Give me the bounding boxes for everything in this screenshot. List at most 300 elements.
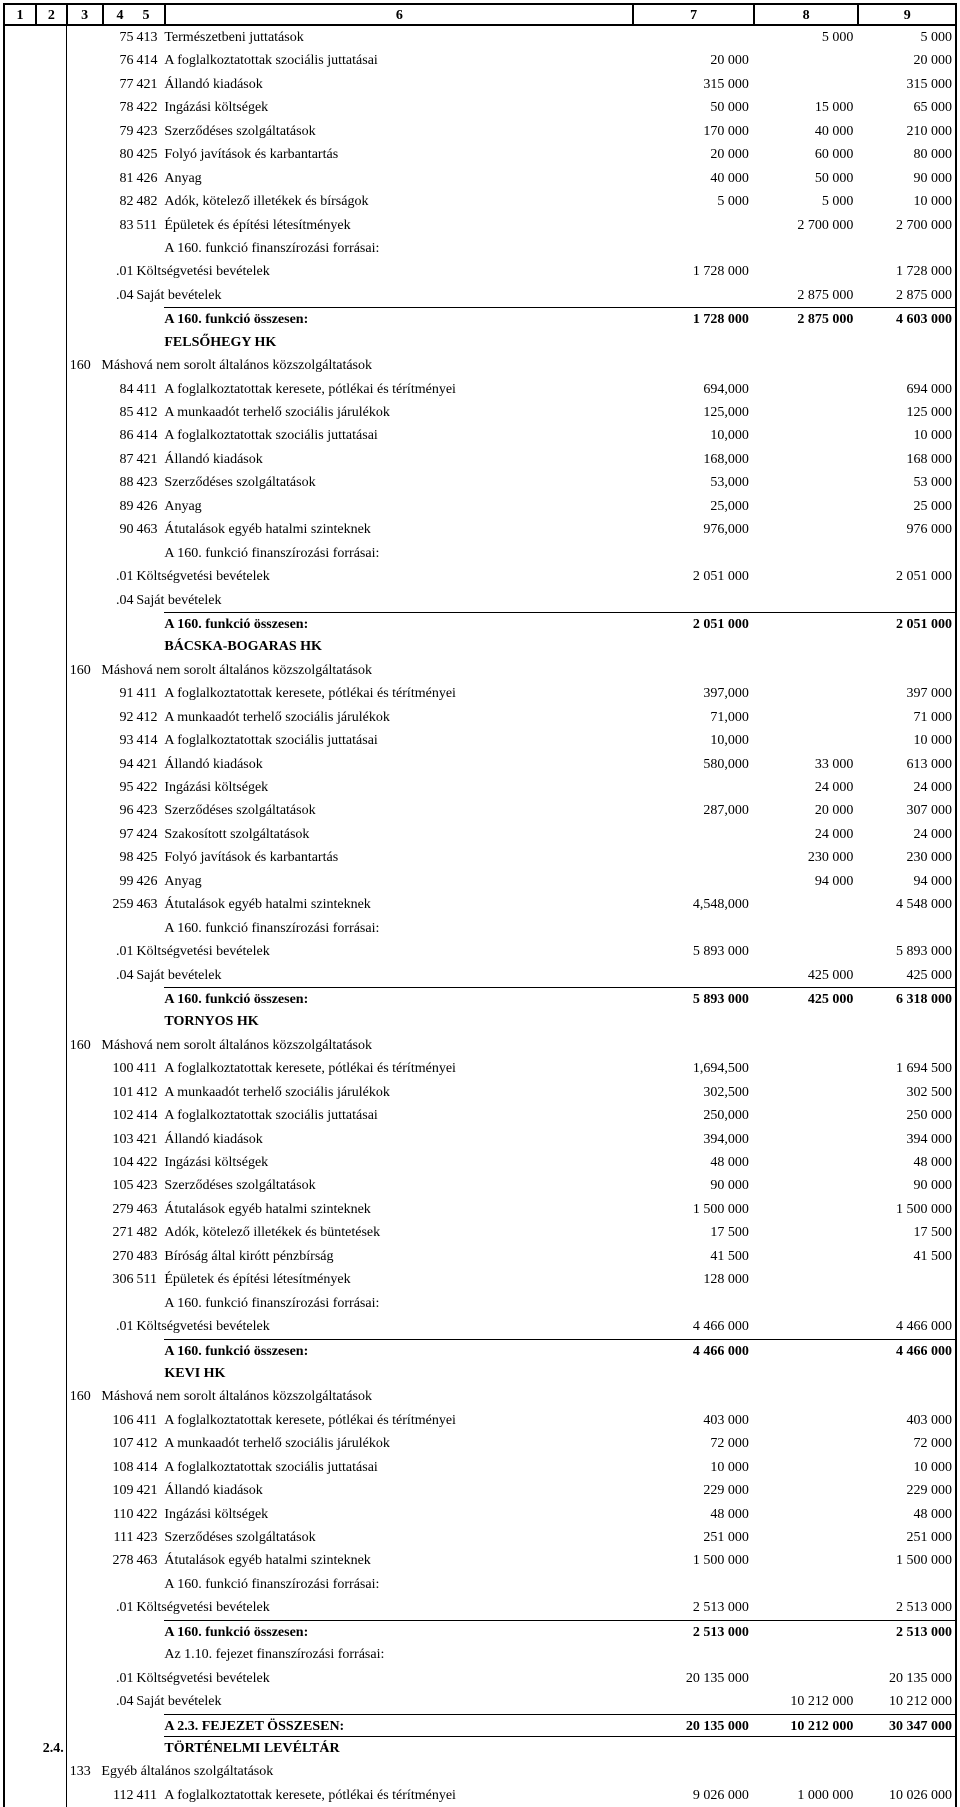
economic-code: 425 xyxy=(136,850,158,866)
function-code xyxy=(66,26,102,49)
table-row xyxy=(3,1573,957,1596)
col1-cell xyxy=(5,612,35,635)
col1-cell xyxy=(5,917,35,940)
table-row xyxy=(3,237,957,260)
item-description: Átutalások egyéb hatalmi szinteknek xyxy=(164,522,371,538)
value-col7: 20 000 xyxy=(710,147,749,163)
function-code xyxy=(66,1104,102,1127)
function-code xyxy=(66,1010,102,1033)
function-code xyxy=(66,612,102,635)
value-col7: 2 051 000 xyxy=(692,569,749,585)
item-description: A foglalkoztatottak keresete, pótlékai és térítményei xyxy=(164,1412,456,1428)
table-row xyxy=(3,964,957,987)
col1-cell xyxy=(5,893,35,916)
chapter-number xyxy=(35,214,66,237)
value-col9: 1 728 000 xyxy=(896,264,952,280)
row-number: 94 xyxy=(119,756,134,772)
value-col7: 128 000 xyxy=(703,1272,749,1288)
table-row xyxy=(3,1714,957,1737)
table-row xyxy=(3,1760,957,1783)
sum-label: A 160. funkció összesen: xyxy=(164,987,632,1010)
function-code xyxy=(66,1620,102,1643)
value-col7: 20 135 000 xyxy=(632,1714,753,1737)
function-code xyxy=(66,495,102,518)
chapter-number: 2.4. xyxy=(42,1740,64,1756)
spacer xyxy=(136,331,164,354)
value-col8: 20 000 xyxy=(814,803,854,819)
economic-code: 426 xyxy=(136,170,158,186)
economic-code: 482 xyxy=(136,194,158,210)
value-col7 xyxy=(632,1737,753,1760)
table-row xyxy=(3,1104,957,1127)
function-code xyxy=(66,1339,102,1362)
col1-cell xyxy=(5,729,35,752)
value-col9: 307 000 xyxy=(906,803,952,819)
function-description: Egyéb általános szolgáltatások xyxy=(101,1764,274,1780)
chapter-number xyxy=(35,964,66,987)
header-cell: 2 xyxy=(35,5,66,24)
header-cell: 4 xyxy=(102,5,137,24)
item-description: Állandó kiadások xyxy=(164,756,263,772)
economic-code: 463 xyxy=(136,522,158,538)
function-code xyxy=(66,1151,102,1174)
value-col9 xyxy=(857,917,955,940)
section-heading: KEVI HK xyxy=(164,1365,226,1381)
economic-code: 412 xyxy=(136,709,158,725)
chapter-number xyxy=(35,1362,66,1385)
col1-cell xyxy=(5,1573,35,1596)
value-col7 xyxy=(632,1643,753,1666)
col1-cell xyxy=(5,1174,35,1197)
table-row xyxy=(3,1643,957,1666)
value-col9: 694 000 xyxy=(906,381,952,397)
economic-code: 411 xyxy=(136,1787,157,1803)
function-code: 160 xyxy=(66,1034,102,1057)
source-description: Saját bevételek xyxy=(136,1694,222,1710)
economic-code: 411 xyxy=(136,686,157,702)
col1-cell xyxy=(5,1549,35,1572)
value-col8: 40 000 xyxy=(814,123,854,139)
chapter-number xyxy=(35,1151,66,1174)
header-cell: 5 xyxy=(142,8,150,23)
table-row xyxy=(3,612,957,635)
value-col7: 251 000 xyxy=(703,1530,749,1545)
header-cell: 3 xyxy=(66,5,102,24)
value-col8: 24 000 xyxy=(814,780,854,795)
value-col9 xyxy=(857,1760,955,1783)
row-number: 105 xyxy=(112,1178,134,1194)
item-description: Bíróság által kirótt pénzbírság xyxy=(164,1248,334,1264)
item-description: A munkaadót terhelő szociális járulékok xyxy=(164,1084,390,1100)
table-row xyxy=(3,1221,957,1244)
col1-cell xyxy=(5,1034,35,1057)
col1-cell xyxy=(5,495,35,518)
chapter-number xyxy=(35,917,66,940)
value-col9: 5 893 000 xyxy=(896,944,952,960)
source-code: .01 xyxy=(115,944,134,960)
row-number: 110 xyxy=(113,1506,134,1522)
value-col9: 48 000 xyxy=(913,1155,952,1170)
chapter-number xyxy=(35,893,66,916)
row-number: 91 xyxy=(119,686,134,702)
spacer xyxy=(102,1643,137,1666)
function-code xyxy=(66,1268,102,1291)
item-description: Állandó kiadások xyxy=(164,1131,263,1147)
col1-cell xyxy=(5,1315,35,1338)
chapter-number xyxy=(35,96,66,119)
function-code: 160 xyxy=(66,354,102,377)
value-col7: 1 728 000 xyxy=(632,307,753,330)
function-code xyxy=(66,753,102,776)
row-number: 89 xyxy=(119,498,134,514)
source-code: .04 xyxy=(115,967,134,983)
row-number: 102 xyxy=(112,1108,134,1124)
chapter-number xyxy=(35,1690,66,1713)
value-col7: 48 000 xyxy=(710,1155,749,1170)
value-col9: 4 466 000 xyxy=(896,1319,952,1335)
value-col8: 10 212 000 xyxy=(790,1694,854,1710)
function-code xyxy=(66,1292,102,1315)
table-row xyxy=(3,846,957,869)
chapter-number xyxy=(35,471,66,494)
col1-cell xyxy=(5,1760,35,1783)
economic-code: 423 xyxy=(136,1178,158,1194)
value-col7: 5 893 000 xyxy=(632,987,753,1010)
col1-cell xyxy=(5,190,35,213)
value-col8 xyxy=(753,1620,858,1643)
spacer xyxy=(102,1339,137,1362)
value-col8 xyxy=(753,1409,858,1432)
chapter-number xyxy=(35,1456,66,1479)
chapter-number xyxy=(35,1010,66,1033)
function-code xyxy=(66,776,102,799)
spacer xyxy=(102,1573,137,1596)
budget-table xyxy=(3,3,957,1807)
col1-cell xyxy=(5,753,35,776)
economic-code: 463 xyxy=(136,1553,158,1569)
financing-label: A 160. funkció finanszírozási forrásai: xyxy=(164,1576,380,1592)
value-col9: 24 000 xyxy=(913,826,952,842)
function-code xyxy=(66,1409,102,1432)
value-col7: 9 026 000 xyxy=(692,1787,749,1803)
economic-code: 412 xyxy=(136,405,158,420)
value-col8 xyxy=(753,331,858,354)
value-col9 xyxy=(857,331,955,354)
chapter-number xyxy=(35,378,66,401)
financing-label: A 160. funkció finanszírozási forrásai: xyxy=(164,1295,380,1311)
function-code xyxy=(66,1128,102,1151)
value-col8 xyxy=(753,706,858,729)
table-row xyxy=(3,682,957,705)
value-col7: 287,000 xyxy=(703,803,749,819)
value-col9: 10 000 xyxy=(913,194,952,210)
spacer xyxy=(136,1737,164,1760)
table-row xyxy=(3,659,957,682)
table-row xyxy=(3,518,957,541)
chapter-number xyxy=(35,753,66,776)
function-code xyxy=(66,190,102,213)
col1-cell xyxy=(5,331,35,354)
value-col7 xyxy=(632,214,753,237)
col1-cell xyxy=(5,354,35,377)
value-col9: 25 000 xyxy=(913,498,952,514)
economic-code: 421 xyxy=(136,451,158,467)
sum-label: A 160. funkció összesen: xyxy=(164,1620,632,1643)
value-col7: 72 000 xyxy=(710,1436,749,1452)
col1-cell xyxy=(5,284,35,307)
chapter-number xyxy=(35,1573,66,1596)
item-description: A foglalkoztatottak keresete, pótlékai és térítményei xyxy=(164,1061,456,1077)
chapter-number xyxy=(35,542,66,565)
value-col7: 17 500 xyxy=(710,1225,749,1241)
function-code xyxy=(66,1643,102,1666)
function-code xyxy=(66,73,102,96)
value-col8 xyxy=(753,893,858,916)
item-description: Szerződéses szolgáltatások xyxy=(164,475,316,491)
row-number: 95 xyxy=(119,780,134,795)
economic-code: 422 xyxy=(136,1506,158,1522)
value-col9 xyxy=(857,1034,955,1057)
economic-code: 421 xyxy=(136,1483,158,1499)
value-col7 xyxy=(632,870,753,893)
table-row xyxy=(3,1292,957,1315)
financing-label: A 160. funkció finanszírozási forrásai: xyxy=(164,920,380,936)
chapter-title: TÖRTÉNELMI LEVÉLTÁR xyxy=(164,1740,340,1756)
function-code xyxy=(66,96,102,119)
item-description: A foglalkoztatottak szociális juttatásai xyxy=(164,53,378,69)
value-col8 xyxy=(753,1643,858,1666)
function-code xyxy=(66,846,102,869)
section-heading: TORNYOS HK xyxy=(164,1014,259,1030)
item-description: Adók, kötelező illetékek és büntetések xyxy=(164,1225,381,1241)
value-col7 xyxy=(632,589,753,612)
col1-cell xyxy=(5,635,35,658)
economic-code: 482 xyxy=(136,1225,158,1241)
value-col7 xyxy=(632,917,753,940)
col1-cell xyxy=(5,1245,35,1268)
value-col8: 60 000 xyxy=(814,147,854,163)
value-col8: 50 000 xyxy=(814,170,854,186)
value-col9: 4 548 000 xyxy=(896,897,952,913)
spacer xyxy=(102,1010,137,1033)
value-col7 xyxy=(632,26,753,49)
table-row xyxy=(3,1456,957,1479)
value-col7: 5 893 000 xyxy=(692,944,749,960)
spacer xyxy=(136,307,164,330)
col1-cell xyxy=(5,1104,35,1127)
function-code xyxy=(66,870,102,893)
value-col9: 10 000 xyxy=(913,428,952,444)
item-description: A foglalkoztatottak szociális juttatásai xyxy=(164,1459,378,1475)
value-col8 xyxy=(753,1596,858,1619)
row-number: 87 xyxy=(119,451,134,467)
row-number: 279 xyxy=(112,1201,134,1217)
table-row xyxy=(3,495,957,518)
value-col9: 17 500 xyxy=(913,1225,952,1241)
value-col8 xyxy=(753,565,858,588)
col1-cell xyxy=(5,448,35,471)
col1-cell xyxy=(5,1409,35,1432)
function-code xyxy=(66,284,102,307)
spacer xyxy=(136,612,164,635)
value-col9: 94 000 xyxy=(913,873,952,889)
value-col8 xyxy=(753,518,858,541)
value-col7: 170 000 xyxy=(703,123,749,139)
value-col7 xyxy=(632,1010,753,1033)
function-code xyxy=(66,448,102,471)
row-number: 76 xyxy=(119,53,134,69)
spacer xyxy=(136,987,164,1010)
spacer xyxy=(136,542,164,565)
chapter-number xyxy=(35,1104,66,1127)
value-col8 xyxy=(753,1362,858,1385)
value-col8 xyxy=(753,1549,858,1572)
value-col8 xyxy=(753,495,858,518)
value-col8: 425 000 xyxy=(753,987,858,1010)
value-col9 xyxy=(857,659,955,682)
item-description: Ingázási költségek xyxy=(164,1506,269,1522)
col1-cell xyxy=(5,1456,35,1479)
function-code xyxy=(66,471,102,494)
function-code xyxy=(66,706,102,729)
row-number: 90 xyxy=(119,522,134,538)
value-col9: 229 000 xyxy=(906,1483,952,1499)
chapter-number xyxy=(35,1503,66,1526)
function-code xyxy=(66,1549,102,1572)
col1-cell xyxy=(5,1221,35,1244)
table-row xyxy=(3,1198,957,1221)
item-description: Átutalások egyéb hatalmi szinteknek xyxy=(164,1201,371,1217)
row-number: 84 xyxy=(119,381,134,397)
item-description: Átutalások egyéb hatalmi szinteknek xyxy=(164,897,371,913)
chapter-number xyxy=(35,143,66,166)
table-body xyxy=(3,26,957,1807)
chapter-number xyxy=(35,940,66,963)
row-number: 98 xyxy=(119,850,134,866)
function-code xyxy=(66,542,102,565)
chapter-number xyxy=(35,495,66,518)
table-row xyxy=(3,1409,957,1432)
value-col7: 25,000 xyxy=(710,498,749,514)
value-col9: 20 135 000 xyxy=(889,1670,952,1686)
function-code xyxy=(66,424,102,447)
table-row xyxy=(3,729,957,752)
financing-label: Az 1.10. fejezet finanszírozási forrásai: xyxy=(164,1647,385,1663)
value-col7: 10 000 xyxy=(710,1459,749,1475)
col1-cell xyxy=(5,518,35,541)
value-col9 xyxy=(857,1268,955,1291)
value-col9 xyxy=(857,542,955,565)
table-row xyxy=(3,1010,957,1033)
row-number: 79 xyxy=(119,123,134,139)
value-col8 xyxy=(753,1315,858,1338)
chapter-number xyxy=(35,1620,66,1643)
value-col8 xyxy=(753,73,858,96)
row-number: 107 xyxy=(112,1436,134,1452)
source-code: .04 xyxy=(115,287,134,303)
chapter-number xyxy=(35,870,66,893)
row-number: 80 xyxy=(119,147,134,163)
chapter-number xyxy=(35,401,66,424)
col1-cell xyxy=(5,964,35,987)
value-col7 xyxy=(632,776,753,799)
section-heading: FELSŐHEGY HK xyxy=(164,334,277,350)
value-col7: 2 513 000 xyxy=(632,1620,753,1643)
value-col7: 315 000 xyxy=(703,76,749,92)
table-row xyxy=(3,1339,957,1362)
chapter-number xyxy=(35,1057,66,1080)
item-description: Ingázási költségek xyxy=(164,100,269,116)
value-col9: 397 000 xyxy=(906,686,952,702)
chapter-number xyxy=(35,987,66,1010)
row-number: 271 xyxy=(112,1225,134,1241)
value-col8 xyxy=(753,1174,858,1197)
value-col8 xyxy=(753,1526,858,1549)
chapter-number xyxy=(35,307,66,330)
col1-cell xyxy=(5,1385,35,1408)
value-col9: 20 000 xyxy=(913,53,952,69)
economic-code: 423 xyxy=(136,123,158,139)
value-col9: 90 000 xyxy=(913,170,952,186)
col1-cell xyxy=(5,1714,35,1737)
source-description: Költségvetési bevételek xyxy=(136,944,270,960)
value-col8 xyxy=(753,1760,858,1783)
value-col7: 250,000 xyxy=(703,1108,749,1124)
col1-cell xyxy=(5,1128,35,1151)
chapter-number xyxy=(35,1549,66,1572)
economic-code: 426 xyxy=(136,498,158,514)
spacer xyxy=(136,1643,164,1666)
chapter-number xyxy=(35,1526,66,1549)
spacer xyxy=(136,1292,164,1315)
financing-label: A 160. funkció finanszírozási forrásai: xyxy=(164,545,380,561)
value-col8 xyxy=(753,1503,858,1526)
spacer xyxy=(102,307,137,330)
value-col7 xyxy=(632,1385,753,1408)
col1-cell xyxy=(5,799,35,822)
chapter-number xyxy=(35,682,66,705)
chapter-number xyxy=(35,1432,66,1455)
col1-cell xyxy=(5,1010,35,1033)
function-code xyxy=(66,729,102,752)
spacer xyxy=(102,542,137,565)
economic-code: 425 xyxy=(136,147,158,163)
value-col9 xyxy=(857,1292,955,1315)
item-description: Ingázási költségek xyxy=(164,1155,269,1170)
function-code: 133 xyxy=(66,1760,102,1783)
row-number: 81 xyxy=(119,170,134,186)
function-code xyxy=(66,307,102,330)
value-col7 xyxy=(632,354,753,377)
function-code xyxy=(66,1690,102,1713)
value-col8: 2 875 000 xyxy=(797,287,854,303)
value-col8 xyxy=(753,1268,858,1291)
item-description: Épületek és építési létesítmények xyxy=(164,1272,351,1288)
economic-code: 423 xyxy=(136,475,158,491)
row-number: 270 xyxy=(112,1248,134,1264)
item-description: A munkaadót terhelő szociális járulékok xyxy=(164,1436,390,1452)
chapter-number xyxy=(35,1643,66,1666)
spacer xyxy=(136,1714,164,1737)
col1-cell xyxy=(5,542,35,565)
chapter-number xyxy=(35,846,66,869)
table-row xyxy=(3,1245,957,1268)
value-col8: 24 000 xyxy=(814,826,854,842)
value-col9: 230 000 xyxy=(906,850,952,866)
source-description: Költségvetési bevételek xyxy=(136,1600,270,1616)
value-col7 xyxy=(632,237,753,260)
value-col7: 1 500 000 xyxy=(692,1201,749,1217)
